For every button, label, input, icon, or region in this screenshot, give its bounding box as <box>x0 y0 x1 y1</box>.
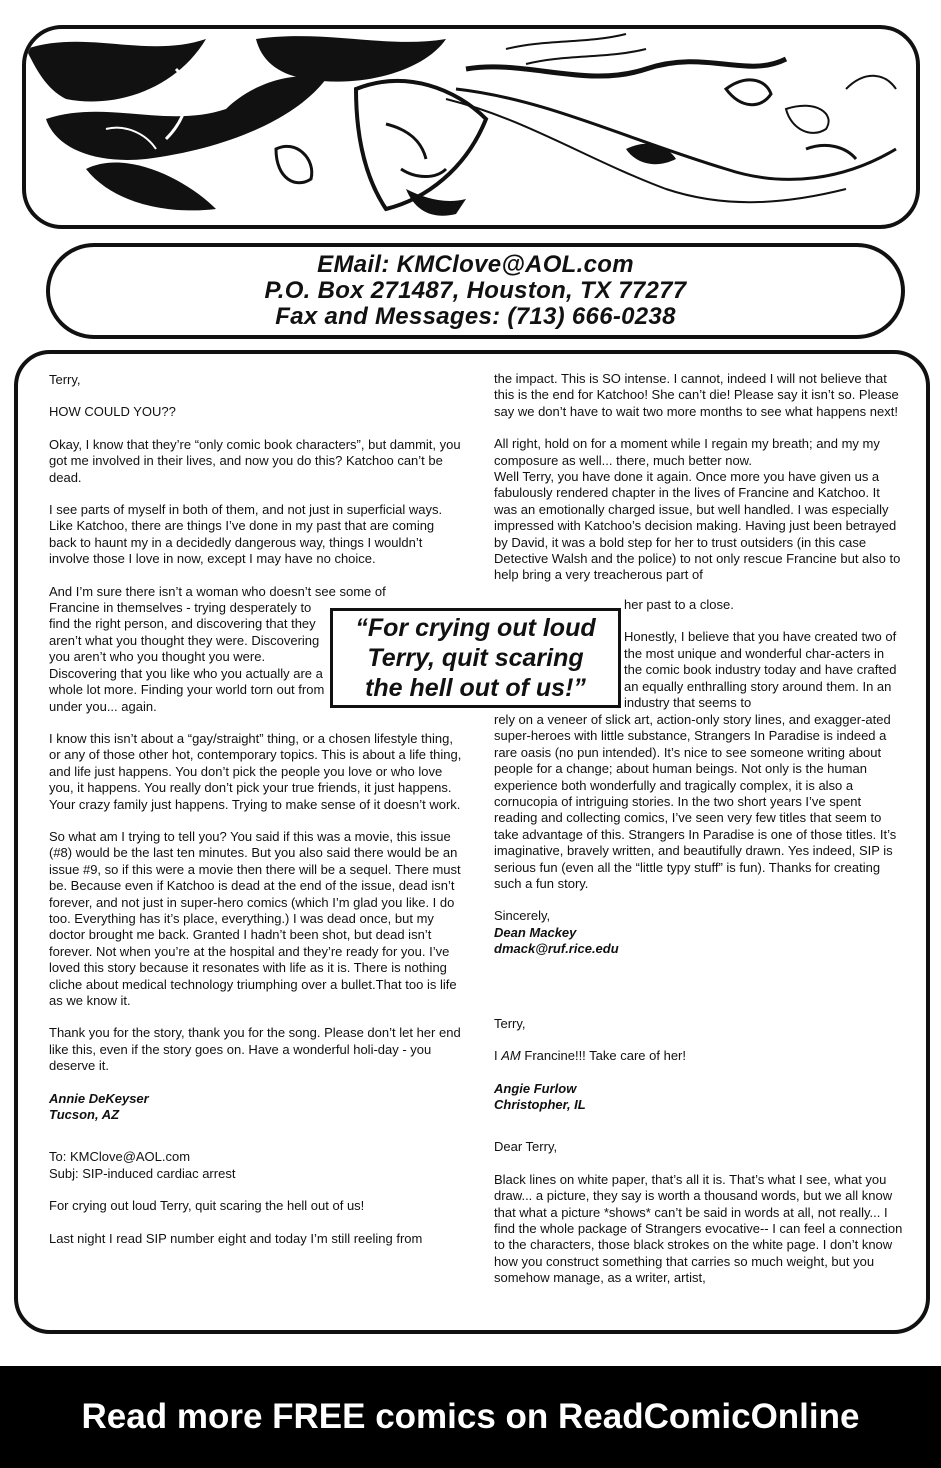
left-column <box>49 372 464 1263</box>
letter3-greeting: Terry, <box>494 1015 526 1031</box>
pull-quote-line: “For crying out loud <box>355 614 596 642</box>
letter1-paragraph: I know this isn’t about a “gay/straight” thing, or a chosen lifestyle thing, or any of those other hot, contemporary topics. This is about a life thing, and life just happens. You don’t pick the people you love or who love you, it happens. You really don’t pick your true friends, it just happens. Your crazy family just happens. Trying to make sense of it doesn’t work. <box>49 730 462 812</box>
letter2-paragraph: Last night I read SIP number eight and today I’m still reeling from <box>49 1230 423 1246</box>
email-subject: Subj: SIP-induced cardiac arrest <box>49 1165 236 1181</box>
contact-email: EMail: KMClove@AOL.com <box>317 251 634 278</box>
letter1-heading: HOW COULD YOU?? <box>49 404 176 420</box>
pull-quote-line: the hell out of us!” <box>365 674 586 702</box>
i-am-emphasis: AM <box>501 1048 521 1064</box>
signature-name: Annie DeKeyser <box>49 1090 149 1106</box>
letter1-paragraph: And I’m sure there isn’t a woman who doesn’t see some of <box>49 583 386 599</box>
pull-quote-line: Terry, quit scaring <box>367 644 584 672</box>
i-am-post: Francine!!! Take care of her! <box>524 1048 686 1064</box>
footer-banner-text[interactable]: Read more FREE comics on ReadComicOnline <box>81 1397 860 1436</box>
letter1-paragraph: Okay, I know that they’re “only comic book characters”, but dammit, you got me involved in their lives, and now you do this? Katchoo can’t be dead. <box>49 436 461 485</box>
email-to: To: KMClove@AOL.com <box>49 1149 191 1165</box>
signature-place: Tucson, AZ <box>49 1107 120 1123</box>
i-am-pre: I <box>494 1048 498 1064</box>
letter1-greeting: Terry, <box>49 372 81 387</box>
letter2-paragraph: Well Terry, you have done it again. Once more you have given us a fabulously rendered chapter in the lives of Francine and Katchoo. It was an emotionally charged issue, but well handled. I was especially impressed with Katchoo’s decision making. Having just been betrayed by David, it was a bold step for her to trust outsiders (in this case Detective Walsh and the police) to not only rescue Francine but also to help bring a very treacherous part of <box>494 469 901 583</box>
sincerely: Sincerely, <box>494 908 551 924</box>
letter3-paragraph <box>494 1048 904 1064</box>
right-column <box>494 371 904 584</box>
header-illustration <box>22 25 920 229</box>
signature-name: Dean Mackey <box>494 924 577 940</box>
letter2-paragraph: For crying out loud Terry, quit scaring the hell out of us! <box>49 1198 365 1214</box>
contact-address: P.O. Box 271487, Houston, TX 77277 <box>264 277 687 304</box>
contact-fax: Fax and Messages: (713) 666-0238 <box>275 303 676 330</box>
letter4-paragraph: Black lines on white paper, that’s all it is. That’s what I see, what you draw... a picture, they say is worth a thousand words, but we all know that what a picture *shows* can’t be said in words at all, not really... I find the whole package of Strangers evocative-- I can feel a connection to the characters, those black strokes on the white page. I don’t know how you construct something that carries so much weight, but you somehow manage, as a writer, artist, <box>494 1171 903 1286</box>
letter2-paragraph: the impact. This is SO intense. I cannot, indeed I will not believe that this is the end for Katchoo! She can’t die! Please say it isn’t so. Please say we don’t have to wait two more months to see what happens next! <box>494 371 899 419</box>
letter1-paragraph: Thank you for the story, thank you for the song. Please don’t let her end like this, even if the story goes on. Have a wonderful holi-day - you deserve it. <box>49 1025 461 1074</box>
letter4-greeting: Dear Terry, <box>494 1139 558 1155</box>
right-wrap-block <box>624 597 904 711</box>
signature-name: Angie Furlow <box>494 1080 577 1096</box>
pull-quote <box>330 608 621 708</box>
signature-place: Christopher, IL <box>494 1096 586 1112</box>
letter1-paragraph: Francine in themselves - trying desperately to find the right person, and discovering that they aren’t what you thought they were. Discovering you aren’t who you thought you were. Discovering that you like who you actually are a whole lot more. Finding your world torn out from under you... again. <box>49 600 325 714</box>
signature-email: dmack@ruf.rice.edu <box>494 941 619 957</box>
right-column-lower <box>494 712 904 1303</box>
contact-box <box>46 243 905 339</box>
letter2-paragraph: rely on a veneer of slick art, action-only story lines, and exagger-ated super-heroes with little substance, Strangers In Paradise is indeed a rare oasis (no pun intended). It’s nice to see someone writing about people for a change; about human beings. Not only is the human experience both wonderfully and tragically complex, it is also a cornucopia of intriguing stories. In the two short years I’ve spent reading and collecting comics, I’ve seen very few titles that seem to take advantage of this. Strangers In Paradise is one of those titles. It’s imaginative, bravely written, and beautifully drawn. Yes indeed, SIP is serious fun (even all the “little typy stuff” is fun). Thanks for creating such a fun story. <box>494 712 897 892</box>
letter2-paragraph: All right, hold on for a moment while I regain my breath; and my my composure as well... there, much better now. <box>494 436 880 468</box>
footer-banner[interactable] <box>0 1366 941 1468</box>
letter2-paragraph: Honestly, I believe that you have created two of the most unique and wonderful char-acters in the comic book industry today and have crafted an equally enthralling story around them. In an industry that seems to <box>624 629 897 711</box>
letter2-paragraph: her past to a close. <box>624 597 734 612</box>
letter1-paragraph: I see parts of myself in both of them, and not just in superficial ways. Like Katchoo, there are things I’ve done in my past that are coming back to haunt my in a decidedly dangerous way, things I wouldn’t involve those I love in now, except I may have no choice. <box>49 502 443 567</box>
letter1-paragraph: So what am I trying to tell you? You said if this was a movie, this issue (#8) would be the last ten minutes. But you also said there would be an issue #9, so if this were a movie then there will be a sequel. There must be. Because even if Katchoo is dead at the end of the issue, dead isn’t forever, and not just in super-hero comics (which I’m glad you like. I do too. Everything has it’s place, everything.) I was dead once, but my doctor brought me back. Granted I hadn’t been shot, but dead isn’t forever. Not when you’re at the hospital and they’re ready for you. I’ve loved this story because it resonates with life as it is. There is nothing cliche about medical technology triumphing over a bullet.That too is life as we know it. <box>49 828 461 1008</box>
ink-drawing <box>26 29 916 225</box>
